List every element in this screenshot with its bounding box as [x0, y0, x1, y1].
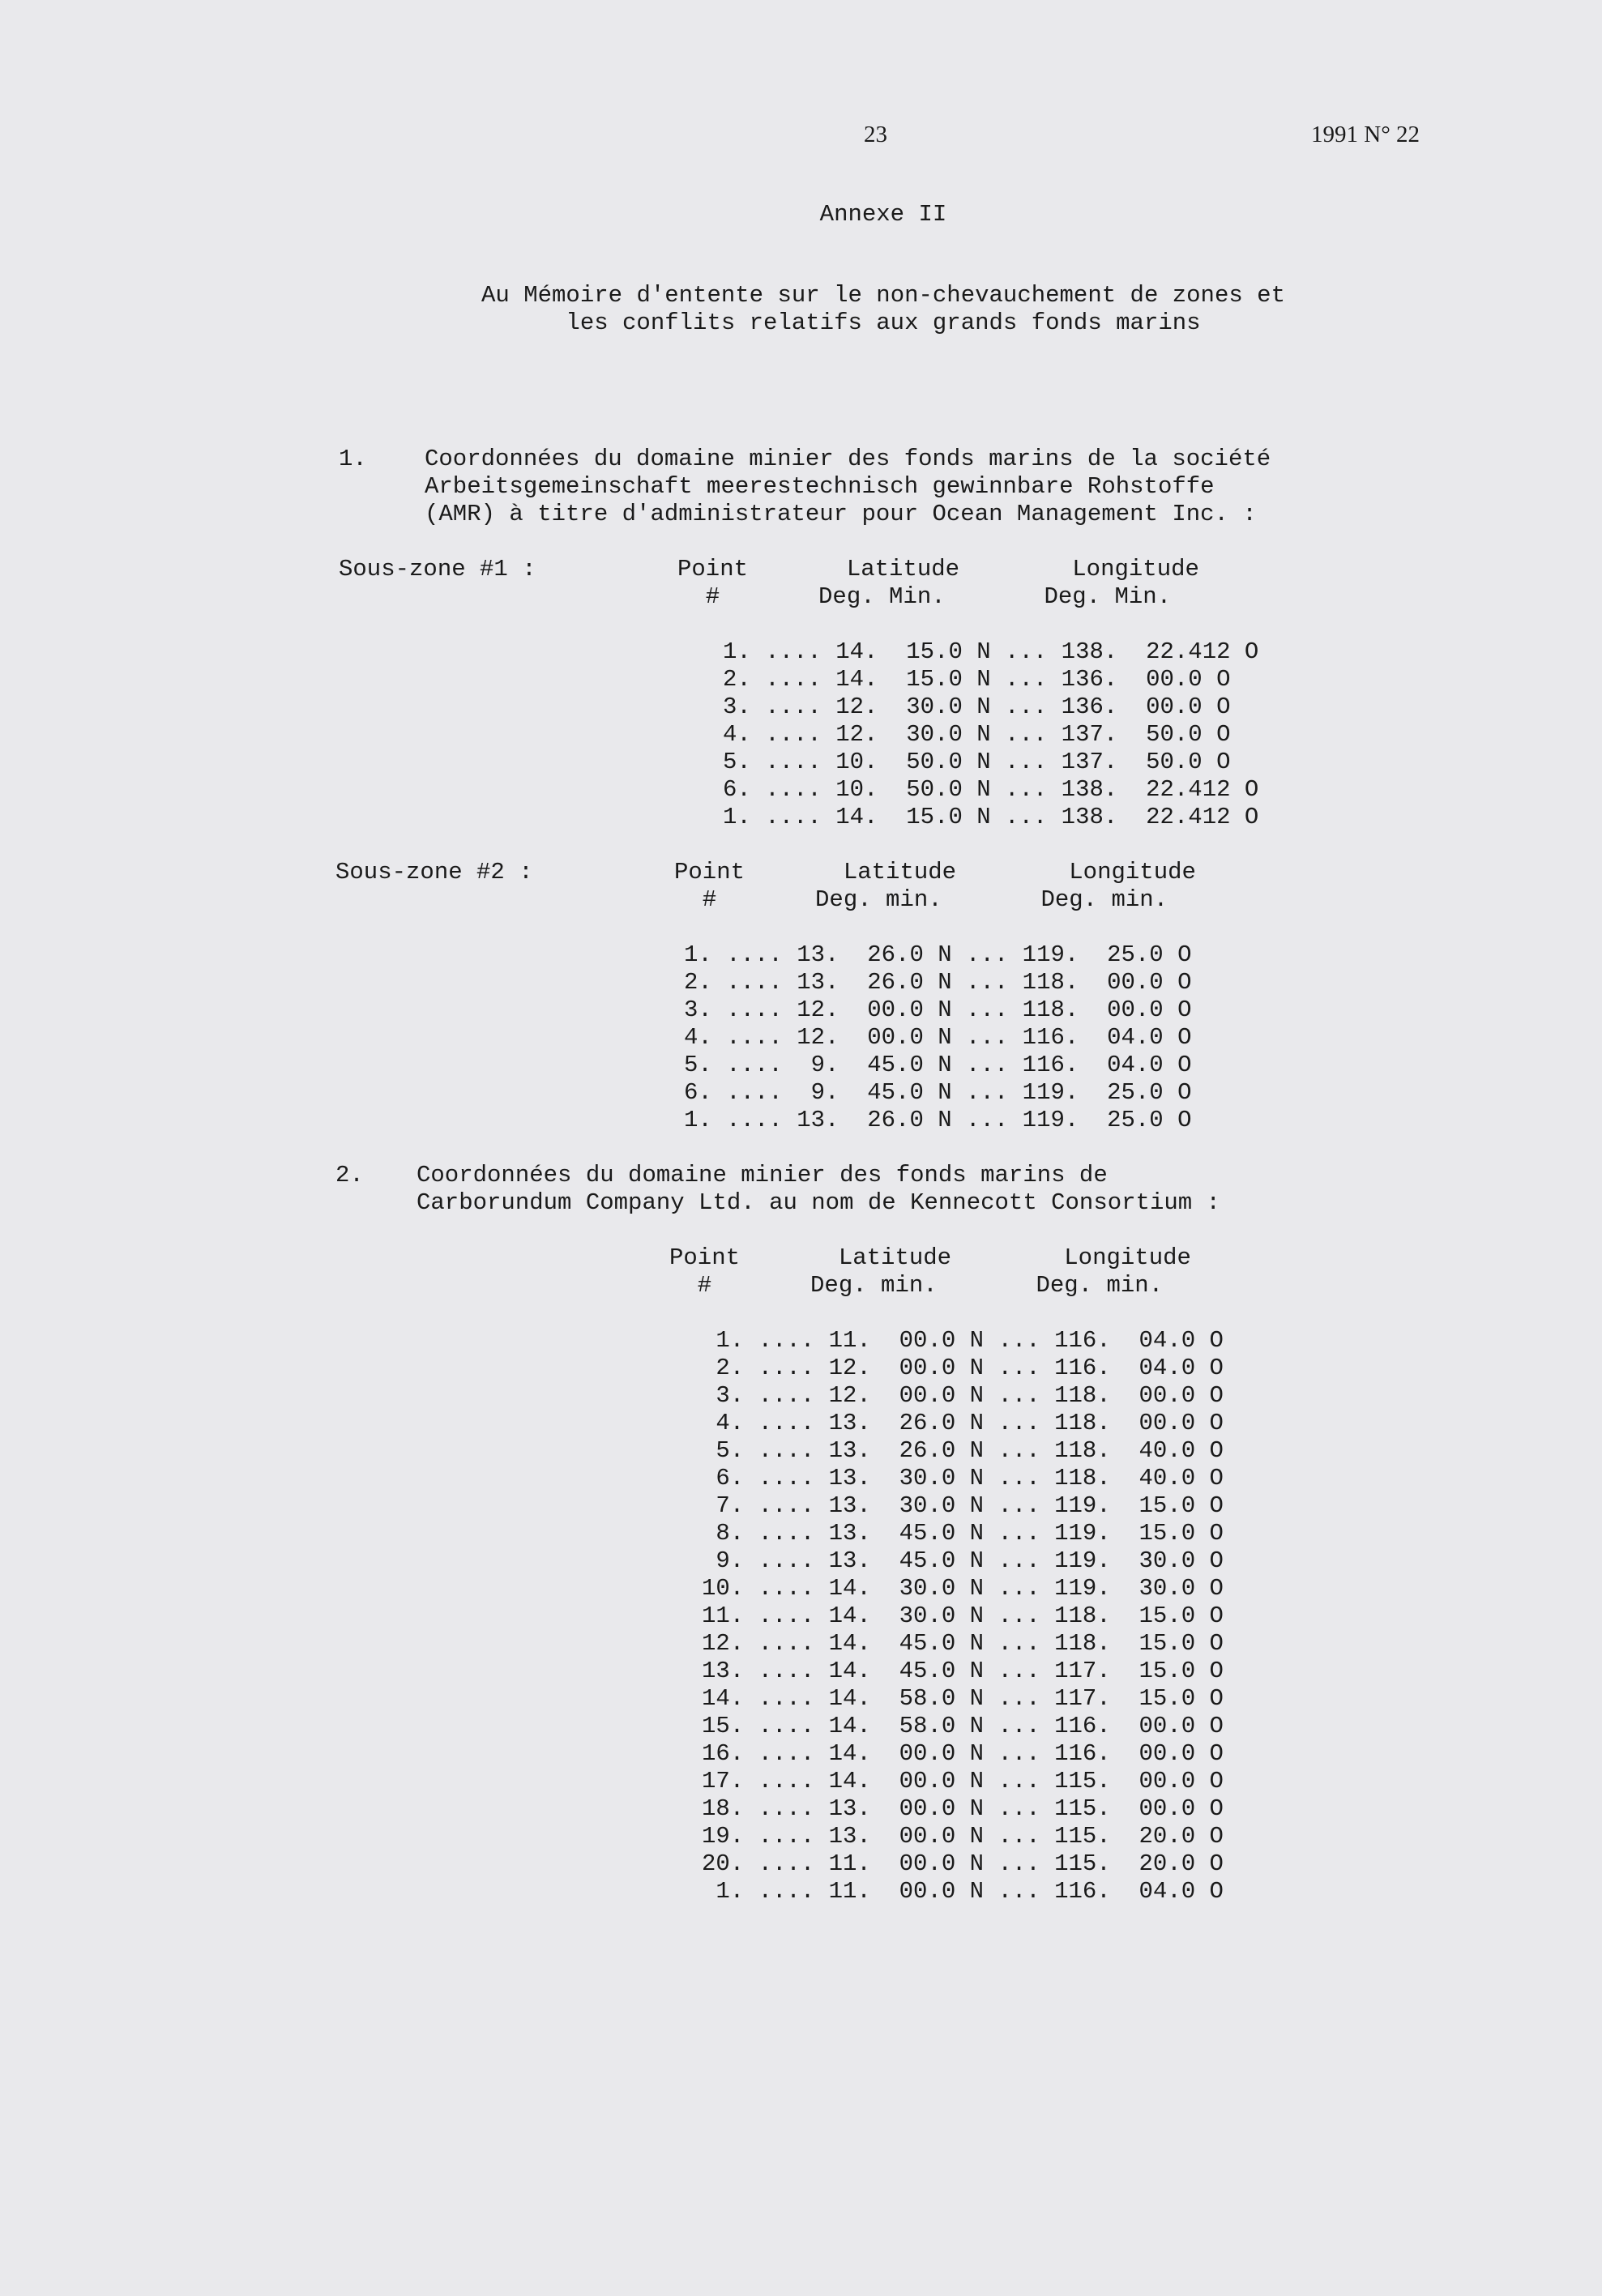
coordinate-row: 6. .... 13. 30.0 N ... 118. 40.0 O [702, 1465, 1224, 1492]
coordinate-row: 3. .... 12. 30.0 N ... 136. 00.0 O [723, 693, 1231, 720]
coordinate-row: 11. .... 14. 30.0 N ... 118. 15.0 O [702, 1603, 1224, 1629]
coordinate-row: 17. .... 14. 00.0 N ... 115. 00.0 O [702, 1768, 1224, 1795]
section-1-text-line: (AMR) à titre d'administrateur pour Ocean Management Inc. : [425, 501, 1257, 527]
subzone-1-header-units: # Deg. Min. Deg. Min. [677, 583, 1172, 610]
coordinate-row: 5. .... 13. 26.0 N ... 118. 40.0 O [702, 1437, 1224, 1464]
coordinate-row: 1. .... 14. 15.0 N ... 138. 22.412 O [723, 638, 1259, 665]
coordinate-row: 9. .... 13. 45.0 N ... 119. 30.0 O [702, 1547, 1224, 1574]
section-1-text-line: Arbeitsgemeinschaft meerestechnisch gewinnbare Rohstoffe [425, 473, 1215, 500]
subtitle-line-2: les conflits relatifs aux grands fonds marins [566, 309, 1201, 336]
coordinate-row: 1. .... 11. 00.0 N ... 116. 04.0 O [702, 1327, 1224, 1354]
coordinate-row: 7. .... 13. 30.0 N ... 119. 15.0 O [702, 1492, 1224, 1519]
section-1-number: 1. [339, 446, 367, 472]
coordinate-row: 1. .... 14. 15.0 N ... 138. 22.412 O [723, 804, 1259, 830]
coordinate-row: 4. .... 12. 00.0 N ... 116. 04.0 O [684, 1024, 1192, 1051]
coordinate-row: 5. .... 9. 45.0 N ... 116. 04.0 O [684, 1052, 1192, 1078]
coordinate-row: 1. .... 13. 26.0 N ... 119. 25.0 O [684, 941, 1192, 968]
coordinate-row: 3. .... 12. 00.0 N ... 118. 00.0 O [684, 996, 1192, 1023]
coordinate-row: 2. .... 12. 00.0 N ... 116. 04.0 O [702, 1355, 1224, 1381]
section-2-header: Point Latitude Longitude [669, 1244, 1191, 1271]
coordinate-row: 12. .... 14. 45.0 N ... 118. 15.0 O [702, 1630, 1224, 1657]
coordinate-row: 13. .... 14. 45.0 N ... 117. 15.0 O [702, 1658, 1224, 1684]
coordinate-row: 14. .... 14. 58.0 N ... 117. 15.0 O [702, 1685, 1224, 1712]
section-1-text-line: Coordonnées du domaine minier des fonds marins de la société [425, 446, 1271, 472]
coordinate-row: 8. .... 13. 45.0 N ... 119. 15.0 O [702, 1520, 1224, 1547]
coordinate-row: 3. .... 12. 00.0 N ... 118. 00.0 O [702, 1382, 1224, 1409]
subzone-1-header: Point Latitude Longitude [677, 556, 1199, 583]
page-number: 23 [864, 122, 887, 147]
coordinate-row: 1. .... 11. 00.0 N ... 116. 04.0 O [702, 1878, 1224, 1905]
coordinate-row: 1. .... 13. 26.0 N ... 119. 25.0 O [684, 1107, 1192, 1133]
coordinate-row: 20. .... 11. 00.0 N ... 115. 20.0 O [702, 1850, 1224, 1877]
section-2-text-line: Coordonnées du domaine minier des fonds marins de [417, 1162, 1108, 1189]
coordinate-row: 2. .... 13. 26.0 N ... 118. 00.0 O [684, 969, 1192, 996]
section-2-number: 2. [335, 1162, 364, 1189]
coordinate-row: 15. .... 14. 58.0 N ... 116. 00.0 O [702, 1713, 1224, 1739]
coordinate-row: 6. .... 9. 45.0 N ... 119. 25.0 O [684, 1079, 1192, 1106]
subzone-2-header-units: # Deg. min. Deg. min. [674, 886, 1168, 913]
coordinate-row: 10. .... 14. 30.0 N ... 119. 30.0 O [702, 1575, 1224, 1602]
section-2-text-line: Carborundum Company Ltd. au nom de Kennecott Consortium : [417, 1189, 1220, 1216]
annex-title: Annexe II [819, 201, 947, 228]
coordinate-row: 4. .... 12. 30.0 N ... 137. 50.0 O [723, 721, 1231, 748]
subzone-2-header: Point Latitude Longitude [674, 859, 1196, 886]
coordinate-row: 16. .... 14. 00.0 N ... 116. 00.0 O [702, 1740, 1224, 1767]
subzone-2-label: Sous-zone #2 : [335, 859, 533, 886]
section-2-header-units: # Deg. min. Deg. min. [669, 1272, 1164, 1299]
coordinate-row: 6. .... 10. 50.0 N ... 138. 22.412 O [723, 776, 1259, 803]
coordinate-row: 2. .... 14. 15.0 N ... 136. 00.0 O [723, 666, 1231, 693]
subzone-1-label: Sous-zone #1 : [339, 556, 536, 583]
coordinate-row: 4. .... 13. 26.0 N ... 118. 00.0 O [702, 1410, 1224, 1436]
journal-reference: 1991 N° 22 [1311, 122, 1420, 147]
coordinate-row: 19. .... 13. 00.0 N ... 115. 20.0 O [702, 1823, 1224, 1850]
subtitle-line-1: Au Mémoire d'entente sur le non-chevauchement de zones et [481, 282, 1285, 309]
coordinate-row: 5. .... 10. 50.0 N ... 137. 50.0 O [723, 749, 1231, 775]
coordinate-row: 18. .... 13. 00.0 N ... 115. 00.0 O [702, 1795, 1224, 1822]
